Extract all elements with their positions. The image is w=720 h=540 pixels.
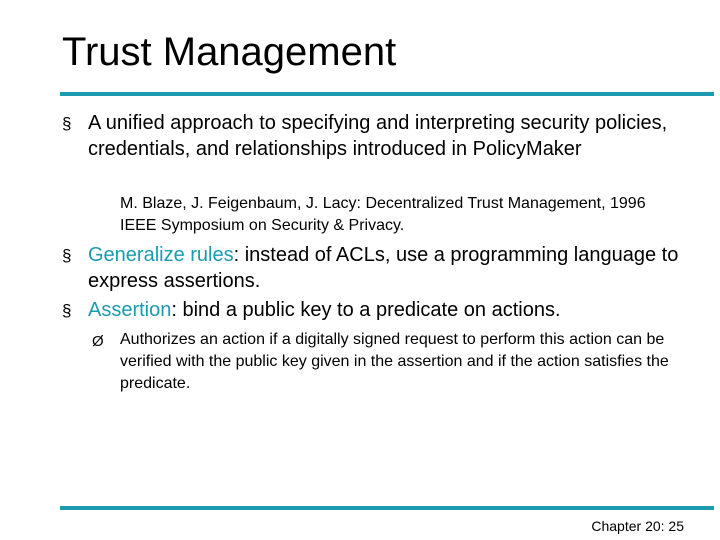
title-divider [60, 92, 714, 96]
bullet-body: : bind a public key to a predicate on actions. [171, 299, 561, 321]
bullet-marker: § [62, 114, 72, 133]
bullet-text-policymaker: A unified approach to specifying and interpreting security policies, credentials, and relationships introduced in PolicyMaker [88, 112, 668, 160]
sub-bullet-arrow-icon: Ø [92, 333, 104, 350]
slide-title: Trust Management [62, 30, 397, 74]
page-number: Chapter 20: 25 [591, 518, 684, 534]
term-generalize-rules: Generalize rules [88, 244, 234, 266]
bullet-text-assertion [88, 297, 688, 323]
bullet-marker: § [62, 301, 72, 320]
bullet-marker: § [62, 246, 72, 265]
term-assertion: Assertion [88, 299, 172, 321]
sub-bullet-text: Authorizes an action if a digitally signed request to perform this action can be verified with the public key given in the assertion and if the action satisfies the predicate. [120, 331, 669, 392]
bullet-body: : instead of ACLs, use a programming language to express assertions. [88, 244, 679, 292]
bullet-text-generalize-rules [88, 242, 688, 294]
footer-divider [60, 506, 714, 510]
reference-citation: M. Blaze, J. Feigenbaum, J. Lacy: Decentralized Trust Management, 1996 IEEE Symposium on Security & Privacy. [120, 195, 646, 234]
